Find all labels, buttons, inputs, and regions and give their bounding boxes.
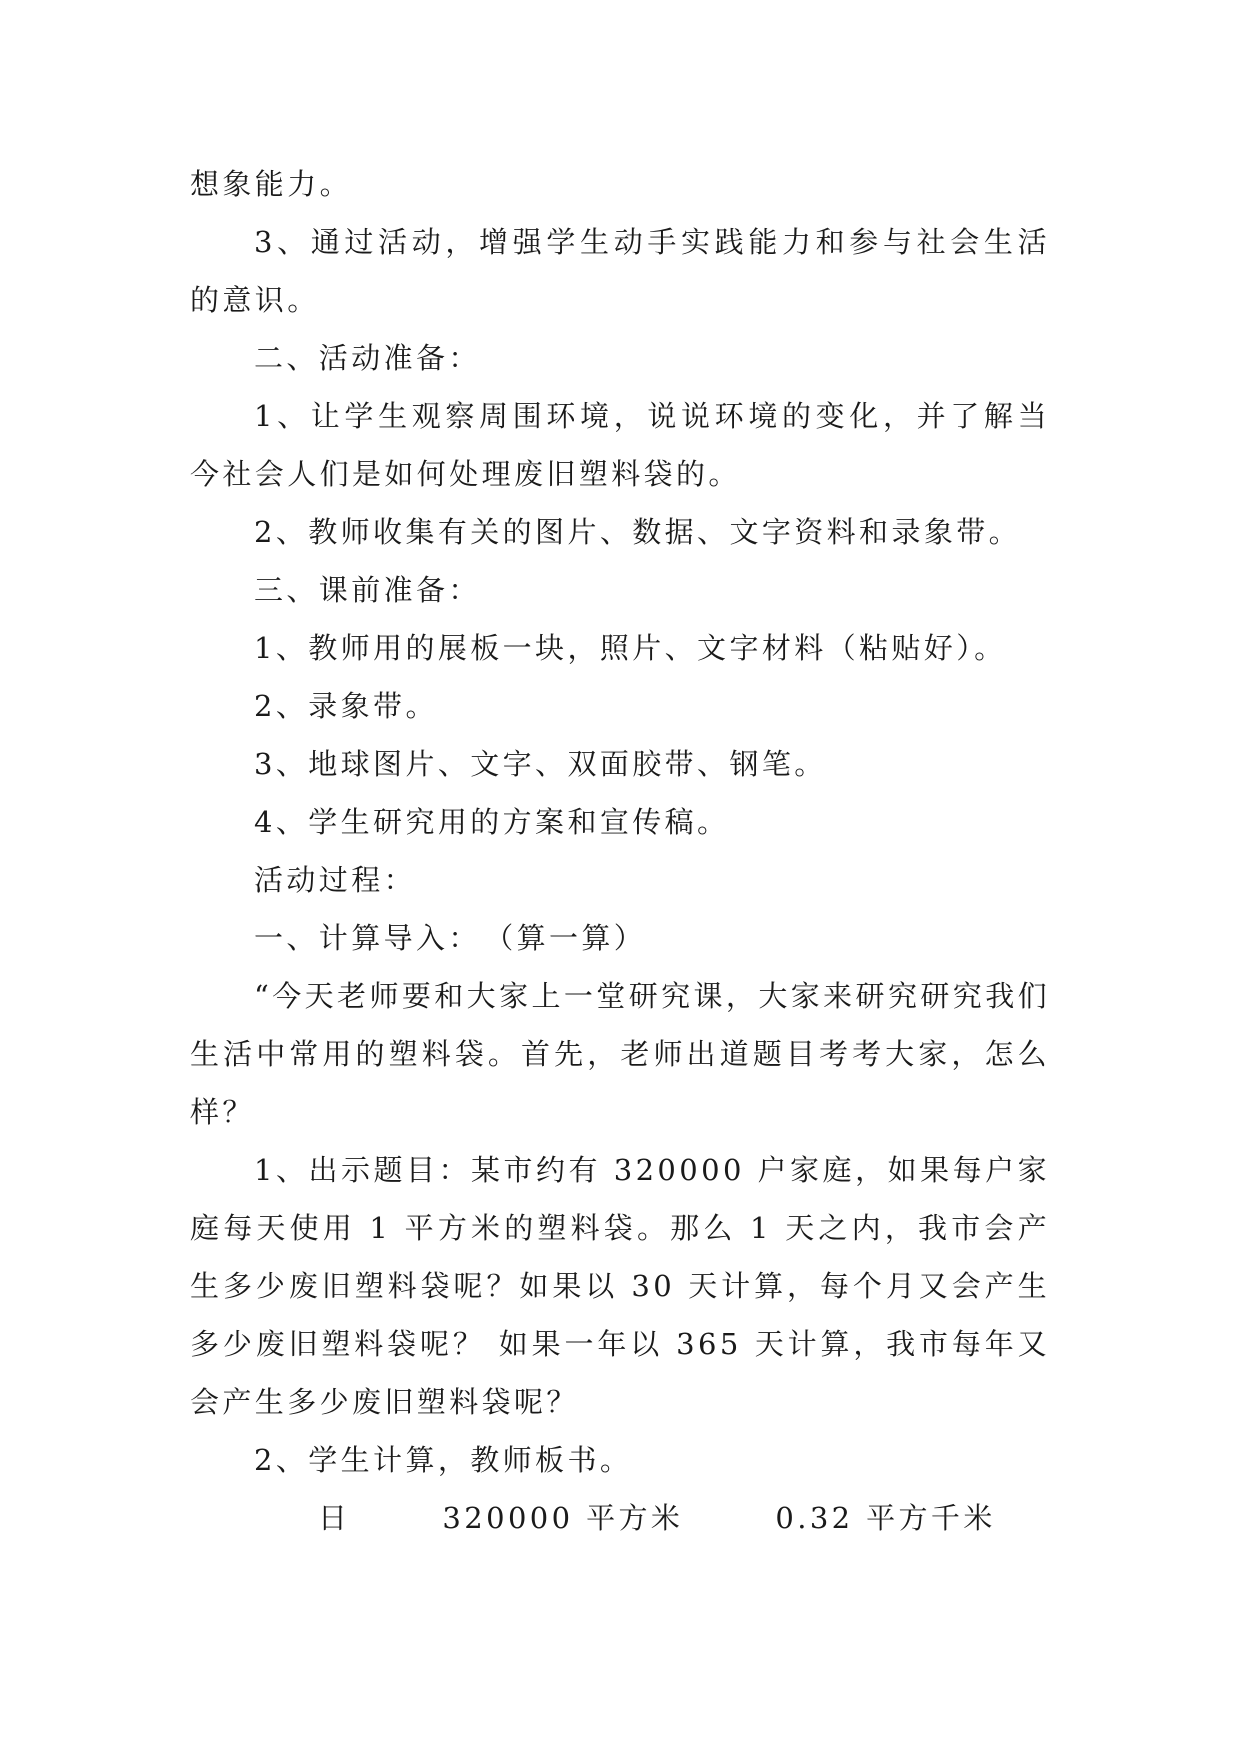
list-item: 3、地球图片、文字、双面胶带、钢笔。 xyxy=(254,747,827,781)
section-heading: 三、课前准备： xyxy=(254,573,481,607)
section-heading: 活动过程： xyxy=(254,863,417,897)
paragraph: 想象能力。 xyxy=(190,167,353,201)
section-heading: 一、计算导入： （算一算） xyxy=(254,921,647,955)
paragraph: 1、出示题目：某市约有 320000 户家庭，如果每户家庭每天使用 1 平方米的塑料袋。那么 1 天之内，我市会产生多少废旧塑料袋呢？如果以 30 天计算，每个月又会产生多少废旧塑料袋呢？ 如果一年以 365 天计算，我市每年又会产生多少废旧塑料袋呢？ xyxy=(190,1153,1050,1419)
paragraph: 2、学生计算，教师板书。 xyxy=(254,1443,633,1477)
paragraph: 2、教师收集有关的图片、数据、文字资料和录象带。 xyxy=(254,515,1022,549)
list-item: 1、教师用的展板一块，照片、文字材料（粘贴好）。 xyxy=(254,631,1007,665)
list-item: 2、录象带。 xyxy=(254,689,438,723)
list-item: 4、学生研究用的方案和宣传稿。 xyxy=(254,805,730,839)
document-body xyxy=(190,155,1050,1547)
calc-label: 日 xyxy=(318,1501,351,1535)
paragraph: 1、让学生观察周围环境，说说环境的变化，并了解当今社会人们是如何处理废旧塑料袋的。 xyxy=(190,399,1050,491)
calculation-line xyxy=(190,1489,1050,1547)
calc-value-square-kilometers: 0.32 平方千米 xyxy=(775,1501,996,1535)
section-heading: 二、活动准备： xyxy=(254,341,481,375)
calc-value-square-meters: 320000 平方米 xyxy=(442,1501,684,1535)
paragraph: 3、通过活动，增强学生动手实践能力和参与社会生活的意识。 xyxy=(190,225,1050,317)
paragraph: “今天老师要和大家上一堂研究课，大家来研究研究我们生活中常用的塑料袋。首先，老师出道题目考考大家，怎么样？ xyxy=(190,979,1050,1129)
